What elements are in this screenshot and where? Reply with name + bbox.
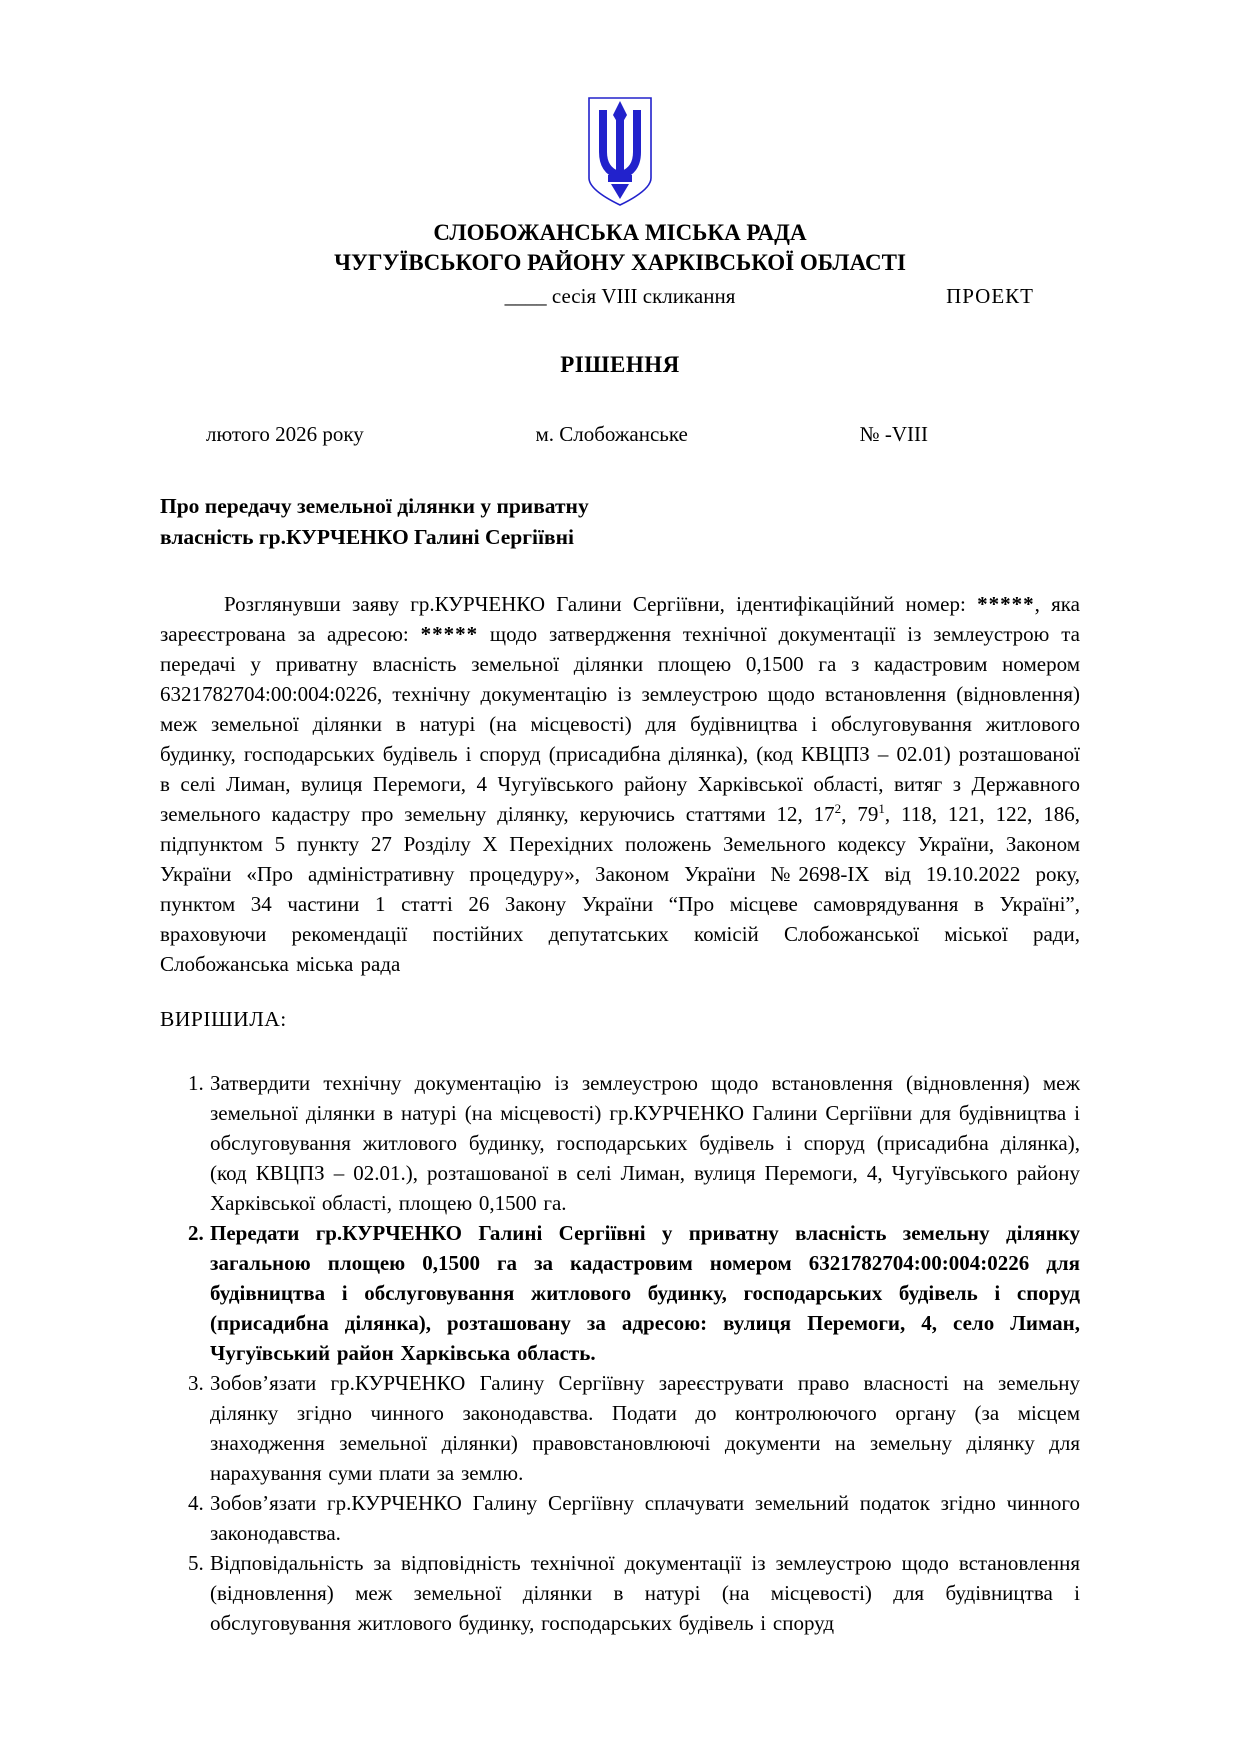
article-superscript-2: 2 bbox=[834, 801, 842, 816]
item-text: Передати гр.КУРЧЕНКО Галині Сергіївні у приватну власність земельну ділянку загальною площею 0,1500 га за кадастровим номером 6321782704:00:004:0226 для будівництва і обслуговування житлового будинку, господарських будівель і споруд (присадибна ділянка), розташовану за адресою: вулиця Перемоги, 4, село Лиман, Чугуївський район Харківська область. bbox=[210, 1221, 1080, 1365]
subject-line1: Про передачу земельної ділянки у приватну bbox=[160, 494, 589, 518]
subject-block bbox=[160, 491, 1080, 553]
session-row bbox=[160, 282, 1080, 310]
list-item-2 bbox=[160, 1218, 1080, 1368]
place-line: м. Слобожанське bbox=[535, 422, 688, 446]
item-number: 5. bbox=[188, 1551, 204, 1575]
trident-shield-svg bbox=[587, 96, 653, 208]
item-text: Зобов’язати гр.КУРЧЕНКО Галину Сергіївну сплачувати земельний податок згідно чинного законодавства. bbox=[210, 1491, 1080, 1545]
article-superscript-1: 1 bbox=[878, 801, 885, 816]
number-line: № -VIII bbox=[859, 422, 928, 446]
date-line: лютого 2026 року bbox=[206, 422, 364, 446]
list-item-1 bbox=[160, 1068, 1080, 1218]
intro-part1: Розглянувши заяву гр.КУРЧЕНКО Галини Сергіївни, ідентифікаційний номер: bbox=[224, 592, 978, 616]
item-number: 1. bbox=[188, 1071, 204, 1095]
list-item-4 bbox=[160, 1488, 1080, 1548]
item-number: 3. bbox=[188, 1371, 204, 1395]
project-label: ПРОЕКТ bbox=[946, 284, 1034, 308]
list-item-3 bbox=[160, 1368, 1080, 1488]
list-item-5 bbox=[160, 1548, 1080, 1638]
intro-part3: щодо затвердження технічної документації із землеустрою та передачі у приватну власність земельної ділянки площею 0,1500 га з кадастровим номером 6321782704:00:004:0226, технічну документацію із землеустрою щодо встановлення (відновлення) меж земельної ділянки в натурі (на місцевості) для будівництва і обслуговування житлового будинку, господарських будівель і споруд (присадибна ділянка), (код КВЦПЗ – 02.01) розташованої в селі Лиман, вулиця Перемоги, 4 Чугуївського району Харківської області, витяг з Державного земельного кадастру про земельну ділянку, керуючись статтями 12, 17 bbox=[160, 622, 1080, 826]
intro-part2: , яка зареєстрована за адресою: bbox=[160, 592, 1080, 646]
org-name-line2: ЧУГУЇВСЬКОГО РАЙОНУ ХАРКІВСЬКОЇ ОБЛАСТІ bbox=[334, 250, 906, 275]
redacted-address: ***** bbox=[420, 622, 479, 646]
item-number: 2. bbox=[188, 1221, 204, 1245]
redacted-id-number: ***** bbox=[977, 592, 1035, 616]
intro-paragraph bbox=[160, 589, 1080, 979]
document-type-title: РІШЕННЯ bbox=[560, 352, 680, 377]
resolution-label: ВИРІШИЛА: bbox=[160, 1007, 287, 1031]
intro-part5: , 118, 121, 122, 186, підпунктом 5 пункту 27 Розділу Х Перехідних положень Земельного кодексу України, Законом України «Про адміністративну процедуру», Законом України №2698-ІХ від 19.10.2022 року, пунктом 34 частини 1 статті 26 Закону України “Про місцеве самоврядування в Україні”, враховуючи рекомендації постійних депутатських комісій Слобожанської міської ради, Слобожанська міська рада bbox=[160, 802, 1080, 976]
meta-row bbox=[160, 422, 1080, 447]
item-text: Зобов’язати гр.КУРЧЕНКО Галину Сергіївну зареєструвати право власності на земельну ділянку згідно чинного законодавства. Подати до контролюючого органу (за місцем знаходження земельної ділянки) правовстановлюючі документи на земельну ділянку для нарахування суми плати за землю. bbox=[210, 1371, 1080, 1485]
item-text: Відповідальність за відповідність технічної документації із землеустрою щодо встановлення (відновлення) меж земельної ділянки в натурі (на місцевості) для будівництва і обслуговування житлового будинку, господарських будівель і споруд bbox=[210, 1551, 1080, 1635]
resolution-items-list bbox=[160, 1068, 1080, 1638]
session-line: ____ сесія VIII скликання bbox=[504, 284, 736, 308]
intro-part4: , 79 bbox=[841, 802, 879, 826]
ukraine-trident-emblem-icon bbox=[587, 96, 653, 208]
item-text: Затвердити технічну документацію із землеустрою щодо встановлення (відновлення) меж земельної ділянки в натурі (на місцевості) гр.КУРЧЕНКО Галини Сергіївни для будівництва і обслуговування житлового будинку, господарських будівель і споруд (присадибна ділянка), (код КВЦПЗ – 02.01.), розташованої в селі Лиман, вулиця Перемоги, 4, Чугуївського району Харківської області, площею 0,1500 га. bbox=[210, 1071, 1080, 1215]
subject-line2: власність гр.КУРЧЕНКО Галині Сергіївні bbox=[160, 525, 574, 549]
org-name-line1: СЛОБОЖАНСЬКА МІСЬКА РАДА bbox=[433, 220, 807, 245]
item-number: 4. bbox=[188, 1491, 204, 1515]
